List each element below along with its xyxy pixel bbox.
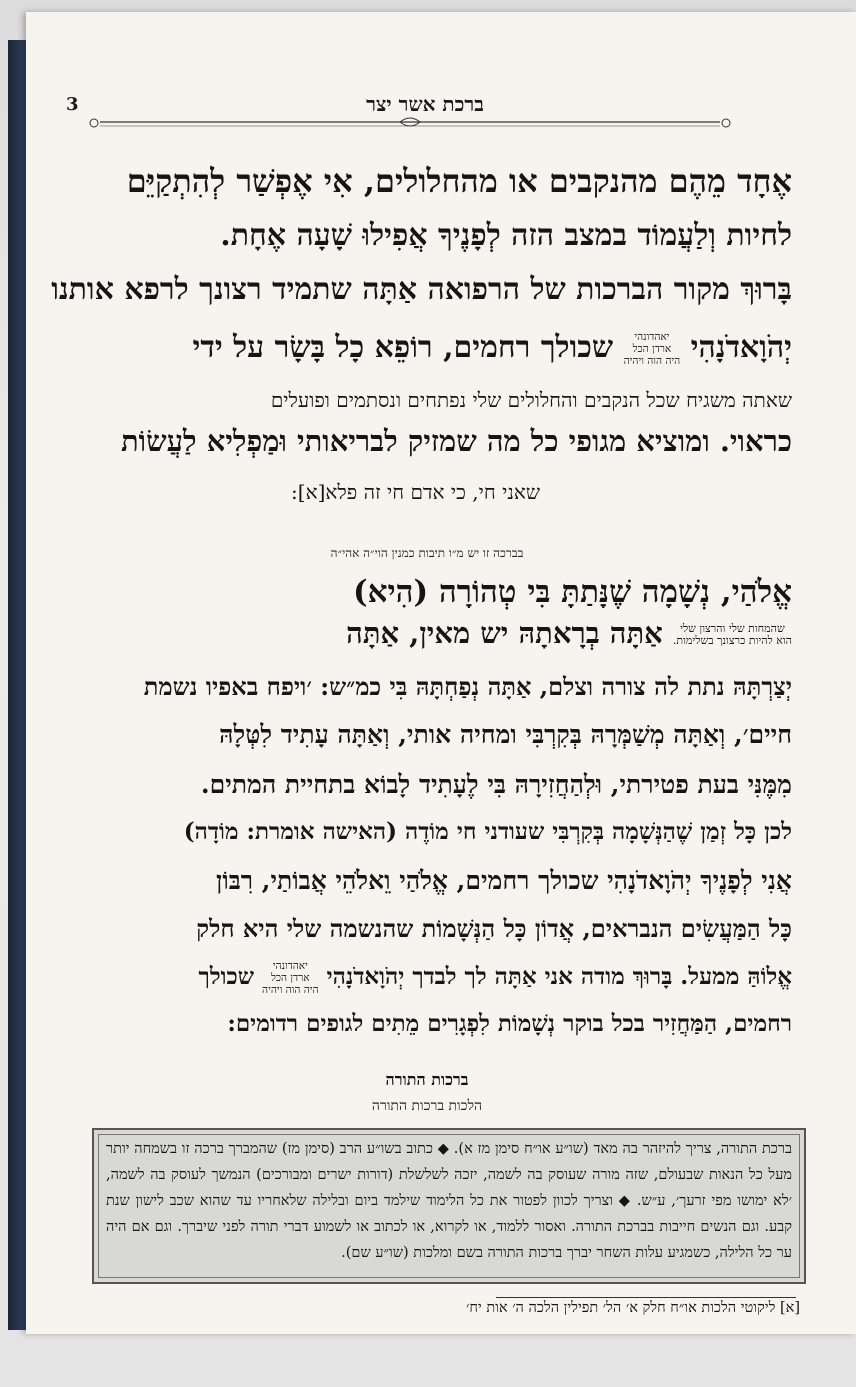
page-number: 3 <box>66 94 79 115</box>
elokai-line-9-a: אֱלוֹהַּ ממעל. בָּרוּךְ מודה אני אַתָּה לך לבדך יְהֹוָאדֹנָהִי <box>326 963 792 990</box>
gloss-top: שהמחות שלי והרצון שלי <box>680 622 785 635</box>
elokai-line-7: אֲנִי לְפָנֶיךָ יְהֹוָאדֹנָהִי שכולך רחמים, אֱלֹהַי וֵאלֹהֵי אֲבוֹתַי, רִבּוֹן <box>215 866 792 895</box>
divine-name-kavanah <box>624 331 681 367</box>
running-title: ברכת אשר יצר <box>366 92 484 116</box>
gloss-bottom: הוא להיות כרצונך בשלימות. <box>672 634 792 647</box>
footnote-rule <box>496 1297 796 1298</box>
divine-name: יְהֹוָאדֹנָהִי <box>690 330 792 365</box>
elokai-line-5: מִמֶּנִּי בעת פטירתי, וּלְהַחֲזִירָהּ בִּי לֶעָתִיד לָבוֹא בתחיית המתים. <box>200 770 792 799</box>
kavanah2-bottom: היה הוה ויהיה <box>262 984 319 996</box>
elokai-line-2-gloss <box>673 623 792 647</box>
elokai-line-1: אֱלֹהַי, נְשָׁמָה שֶׁנָּתַתָּ בִּי טְהוֹרָה (הִיא) <box>352 574 792 610</box>
elokai-note: בברכה זו יש מ״ו תיבות כמנין הוי״ה אהי״ה <box>330 546 524 560</box>
footnote: [א] ליקוטי הלכות או״ח חלק א׳ הל׳ תפילין הלכה ה׳ אות יח׳ <box>466 1300 800 1316</box>
halacha-box <box>92 1128 806 1284</box>
halacha-text: ברכת התורה, צריך להיזהר בה מאד (שו״ע או״ח סימן מז א). ◆ כתוב בשו״ע הרב (סימן מז) שהמברך ברכה זו בשמחה יותר מעל כל הנאות שבעולם, שזה מורה שעוסק בה לשמה, יזכה לשלשלת (דורות ישרים ומבורכים) הנמשך לעוסק בה לשמה, ׳לא ימושו מפי זרעך׳, ע״ש. ◆ וצריך לכוון לפטור את כל הלימוד שילמד ביום ובלילה שלאחריו עד שהוא שכב לישון שנת קבע. וגם הנשים חייבות בברכת התורה. ואסור ללמוד, או לקרוא, או לכתוב או לשמוע דברי תורה לפני שיברך. וגם אם היה ער כל הלילה, כשמגיע עלות השחר יברך ברכות התורה בשם ומלכות (שו״ע שם). <box>106 1141 792 1261</box>
asher-yatzar-line-2: לחיות וְלַעֲמוֹד במצב הזה לְפָנֶיךָ אֲפִילוּ שָׁעָה אֶחָת. <box>220 218 792 253</box>
kavanah2-top: יאהדונהי <box>272 960 308 972</box>
kavanah-mid: ארדן הכל <box>632 343 672 355</box>
elokai-line-6: לכן כָּל זְמַן שֶׁהַנְּשָׁמָה בְּקִרְבִּי שעודני חי מוֹדֶה (האישה אומרת: מוֹדָה) <box>183 818 792 845</box>
kavanah-top: יאהדונהי <box>634 331 670 343</box>
divine-name-kavanah-2 <box>262 960 319 996</box>
kavanah2-mid: ארדן הכל <box>271 972 310 984</box>
elokai-line-4: חיים׳, וְאַתָּה מְשַׁמְּרָהּ בְּקִרְבִּי ומחיה אותי, וְאַתָּה עָתִיד לִטְּלָהּ <box>219 720 792 749</box>
asher-yatzar-line-6: כראוי. ומוציא מגופי כל מה שמזיק לבריאותי וּמַפְלִיא לַעֲשׂוֹת <box>121 424 792 458</box>
asher-yatzar-line-5: שאתה משגיח שכל הנקבים והחלולים שלי נפתחים ונסתמים ופועלים <box>270 388 792 412</box>
asher-yatzar-line-4 <box>62 330 792 367</box>
elokai-line-8: כָּל הַמַּעֲשִׂים הנבראים, אֲדוֹן כָּל הַנְּשָׁמוֹת שהנשמה שלי היא חלק <box>196 914 792 943</box>
asher-yatzar-line-7: שאני חי, כי אדם חי זה פלא[א]: <box>291 480 540 504</box>
ornament-divider <box>80 112 740 132</box>
section-title: ברכות התורה <box>385 1070 469 1089</box>
elokai-line-2 <box>62 616 792 651</box>
elokai-line-9 <box>62 960 792 996</box>
asher-yatzar-line-3: בָּרוּךְ מקור הברכות של הרפואה אַתָּה שתמיד רצונך לרפא אותנו <box>51 272 792 307</box>
asher-yatzar-line-4-rest: שכולך רחמים, רוֹפֵא כָל בָּשָׂר על ידי <box>192 330 614 365</box>
elokai-line-2-rest: אַתָּה בְרָאתָהּ יש מאין, אַתָּה <box>346 616 663 650</box>
kavanah-bottom: היה הוה ויהיה <box>623 355 681 367</box>
elokai-line-3: יְצַרְתָּהּ נתת לה צורה וצלם, אַתָּה נְפַחְתָּהּ בִּי כמ״ש: ׳ויפח באפיו נשמת <box>143 672 792 701</box>
section-subtitle: הלכות ברכות התורה <box>371 1098 483 1114</box>
elokai-line-10: רחמים, הַמַּחֲזִיר בכל בוקר נְשָׁמוֹת לִפְגָרִים מֵתִים לגופים רדומים: <box>227 1010 792 1037</box>
asher-yatzar-line-1: אֶחָד מֵהֶם מהנקבים או מהחלולים, אִי אֶפְשַׁר לְהִתְקַיֵּם <box>126 162 792 200</box>
elokai-line-9-b: שכולך <box>198 963 255 990</box>
